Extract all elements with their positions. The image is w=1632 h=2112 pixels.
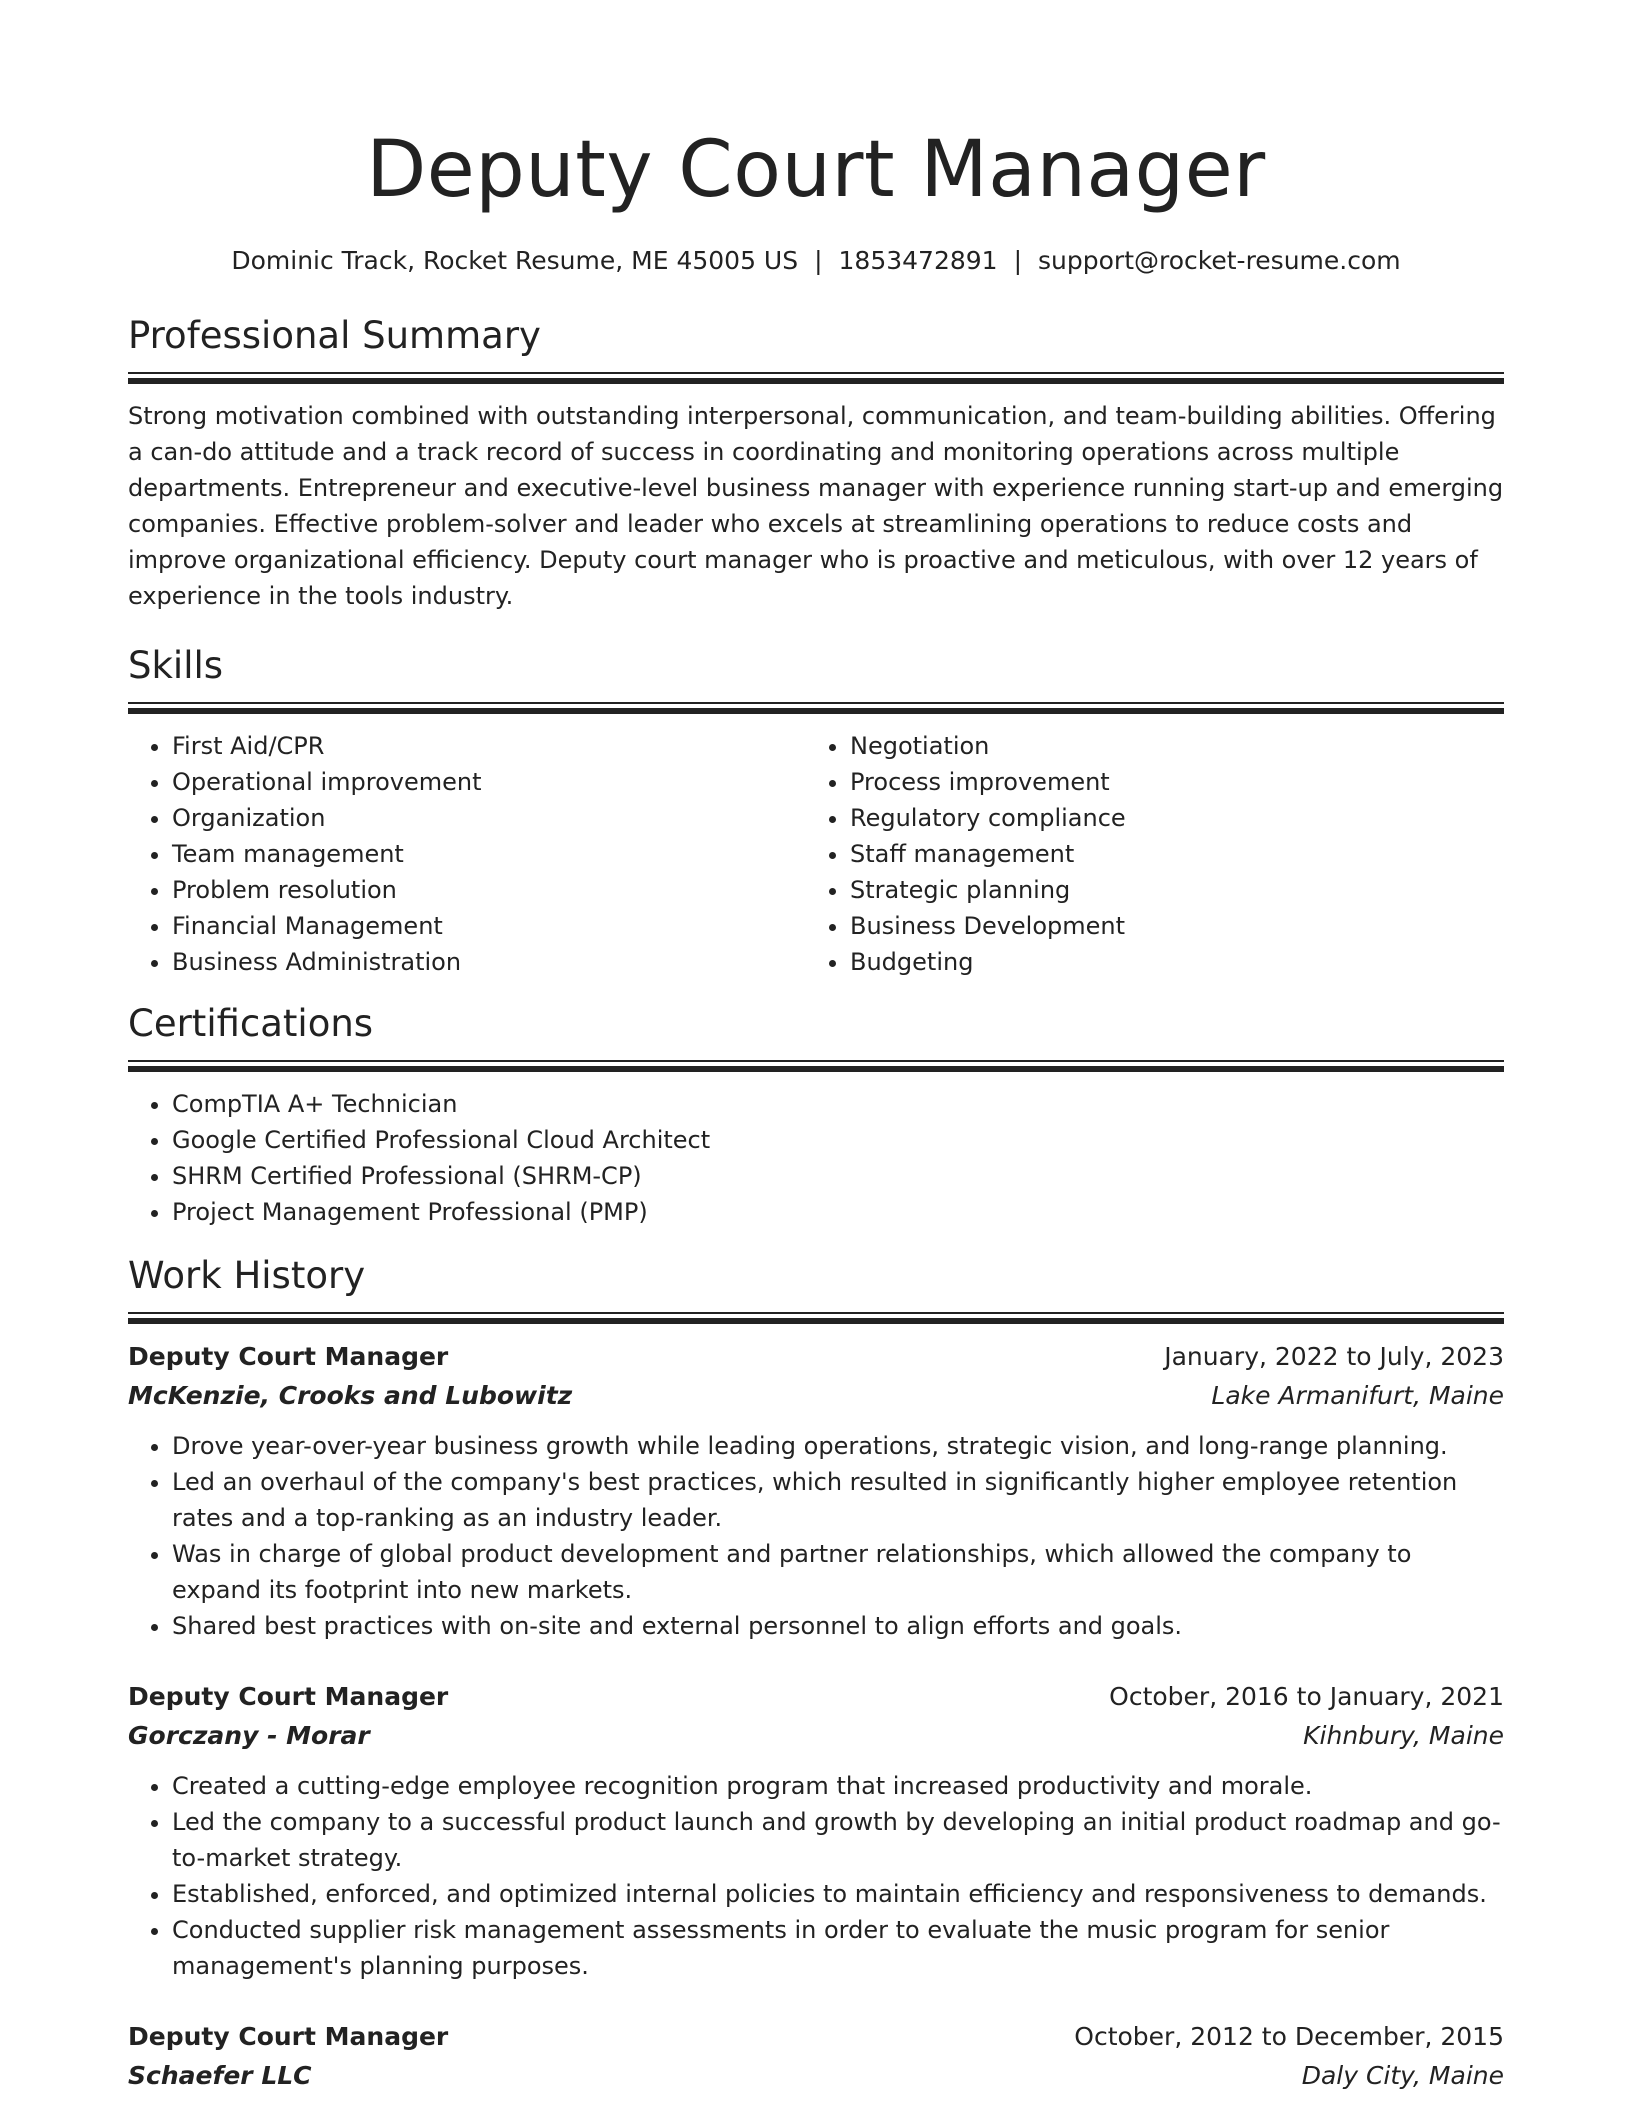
job-company: McKenzie, Crooks and Lubowitz [128,1381,573,1410]
contact-address: Dominic Track, Rocket Resume, ME 45005 US [231,246,799,275]
skill-item: • Team management [172,836,806,872]
job-subheader-row [128,1716,1504,1756]
section-divider [128,702,1504,714]
skill-item: • Negotiation [850,728,1504,764]
job-location: Kihnbury, Maine [1303,1721,1504,1750]
section-title-work-history: Work History [128,1254,366,1297]
job-bullet: • Created a cutting-edge employee recognition program that increased productivity and morale. [172,1768,1504,1804]
certification-item: • Project Management Professional (PMP) [172,1194,1504,1230]
contact-phone: 1853472891 [838,246,998,275]
skill-item: • Organization [172,800,806,836]
job-title: Deputy Court Manager [128,1342,449,1371]
job-company: Schaefer LLC [128,2061,312,2090]
contact-line [128,244,1504,278]
job-bullet: • Drove year-over-year business growth while leading operations, strategic vision, and long-range planning. [172,1428,1504,1464]
summary-section [128,312,1504,614]
skills-list-right [806,728,1504,980]
job-bullet: • Led an overhaul of the company's best practices, which resulted in significantly higher employee retention rates and a top-ranking as an industry leader. [172,1464,1504,1536]
skill-item: • Business Administration [172,944,806,980]
certifications-list [128,1086,1504,1230]
skills-section [128,642,1504,980]
job-dates: October, 2016 to January, 2021 [1109,1682,1504,1711]
job-entry [128,1338,1504,1644]
job-subheader-row [128,1376,1504,1416]
job-company: Gorczany - Morar [128,1721,370,1750]
job-title: Deputy Court Manager [128,2022,449,2051]
skill-item: • Budgeting [850,944,1504,980]
job-bullets [128,1768,1504,1984]
job-dates: October, 2012 to December, 2015 [1074,2022,1504,2051]
skill-item: • Operational improvement [172,764,806,800]
skill-item: • Strategic planning [850,872,1504,908]
section-divider [128,372,1504,384]
certification-item: • CompTIA A+ Technician [172,1086,1504,1122]
job-entry [128,1678,1504,1984]
section-title-skills: Skills [128,644,224,687]
skill-item: • First Aid/CPR [172,728,806,764]
certifications-section [128,1000,1504,1230]
skill-item: • Regulatory compliance [850,800,1504,836]
section-divider [128,1312,1504,1324]
job-bullet: • Was in charge of global product development and partner relationships, which allowed the company to expand its footprint into new markets. [172,1536,1504,1608]
job-bullet: • Shared best practices with on-site and external personnel to align efforts and goals. [172,1608,1504,1644]
job-location: Lake Armanifurt, Maine [1211,1381,1504,1410]
certification-item: • Google Certified Professional Cloud Architect [172,1122,1504,1158]
summary-text: Strong motivation combined with outstanding interpersonal, communication, and team-building abilities. Offering a can-do attitude and a track record of success in coordinating and monitoring operations across multiple departments. Entrepreneur and executive-level business manager with experience running start-up and emerging companies. Effective problem-solver and leader who excels at streamlining operations to reduce costs and improve organizational efficiency. Deputy court manager who is proactive and meticulous, with over 12 years of experience in the tools industry. [128,402,1504,610]
job-header-row [128,2018,1504,2056]
job-dates: January, 2022 to July, 2023 [1164,1342,1504,1371]
job-header-row [128,1678,1504,1716]
skills-list-left [128,728,806,980]
section-title-certifications: Certifications [128,1002,374,1045]
job-bullet: • Conducted supplier risk management assessments in order to evaluate the music program for senior management's planning purposes. [172,1912,1504,1984]
skill-item: • Staff management [850,836,1504,872]
resume-name: Deputy Court Manager [366,125,1266,215]
section-divider [128,1060,1504,1072]
certification-item: • SHRM Certified Professional (SHRM-CP) [172,1158,1504,1194]
skill-item: • Business Development [850,908,1504,944]
job-title: Deputy Court Manager [128,1682,449,1711]
job-location: Daly City, Maine [1301,2061,1504,2090]
job-subheader-row [128,2056,1504,2096]
section-title-summary: Professional Summary [128,314,541,357]
job-header-row [128,1338,1504,1376]
contact-email: support@rocket-resume.com [1038,246,1401,275]
skill-item: • Process improvement [850,764,1504,800]
job-bullet: • Established, enforced, and optimized internal policies to maintain efficiency and responsiveness to demands. [172,1876,1504,1912]
skills-grid [128,728,1504,980]
job-entry [128,2018,1504,2096]
contact-separator: | [814,246,823,275]
skill-item: • Financial Management [172,908,806,944]
job-bullet: • Led the company to a successful product launch and growth by developing an initial product roadmap and go-to-market strategy. [172,1804,1504,1876]
skill-item: • Problem resolution [172,872,806,908]
job-bullets [128,1428,1504,1644]
work-history-section [128,1252,1504,2096]
contact-separator: | [1013,246,1023,275]
